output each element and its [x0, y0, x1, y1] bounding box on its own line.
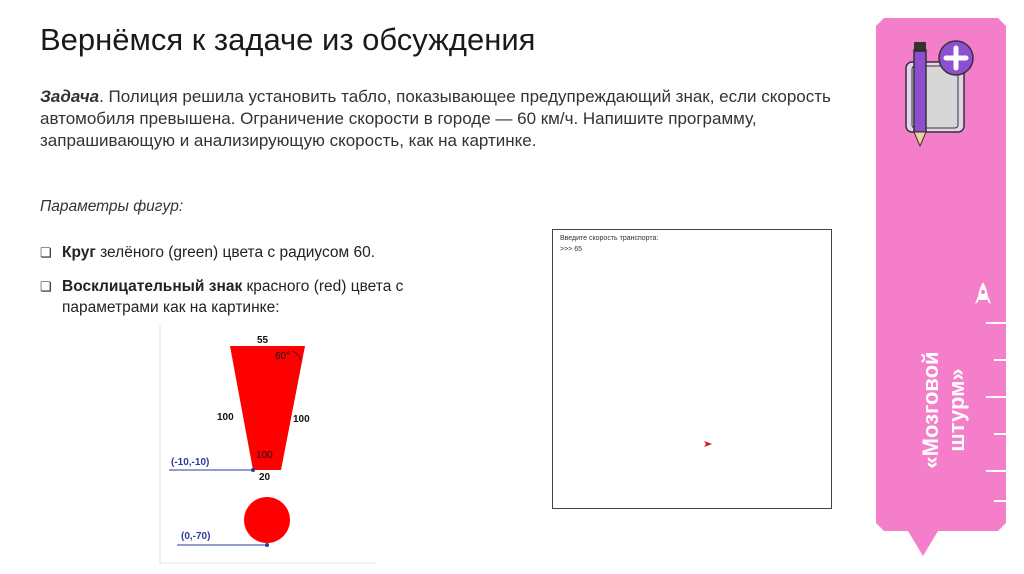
page-title: Вернёмся к задаче из обсуждения [40, 22, 536, 57]
label-bottom-width: 20 [259, 472, 271, 483]
label-coord1: (-10,-10) [171, 457, 210, 468]
brainstorm-label-line1: «Мозговой [918, 351, 943, 469]
label-coord2: (0,-70) [181, 531, 211, 542]
console-input: >>> 65 [560, 246, 582, 253]
bullet-exclamation-text: красного (red) цвета с параметрами как на картинке: [62, 278, 404, 316]
label-bottom-len: 100 [256, 450, 273, 461]
bullet-circle [40, 242, 482, 263]
task-text: . Полиция решила установить табло, показывающее предупреждающий знак, если скорость автомобиля превышена. Ограничение скорости в городе — 60 км/ч. Напишите программу, запрашивающую и анализирующую скорость, как на картинке. [40, 87, 831, 150]
checkbox-bullet-icon: ❏ [40, 245, 52, 260]
console-prompt: Введите скорость транспорта: [560, 235, 659, 242]
bullet-circle-bold: Круг [62, 244, 96, 261]
params-label: Параметры фигур: [40, 198, 184, 215]
exclamation-figure [155, 325, 395, 565]
bullet-exclamation-bold: Восклицательный знак [62, 278, 243, 295]
coord2-point [265, 543, 269, 547]
turtle-cursor-icon [703, 439, 713, 449]
console-window [552, 229, 832, 509]
label-left-side: 100 [217, 412, 234, 423]
coord1-point [251, 468, 255, 472]
label-right-side: 100 [293, 414, 310, 425]
task-description [40, 86, 840, 152]
bullet-exclamation [40, 276, 482, 318]
brainstorm-label [894, 332, 994, 488]
notebook-pencil-icon [906, 41, 973, 146]
label-top: 55 [257, 335, 269, 346]
exclamation-dot [244, 497, 290, 543]
checkbox-bullet-icon: ❏ [40, 279, 52, 294]
bullet-circle-text: зелёного (green) цвета с радиусом 60. [95, 244, 376, 261]
brainstorm-label-line2: штурм» [944, 368, 969, 452]
label-angle: 60° [275, 351, 291, 362]
task-lead: Задача [40, 87, 100, 106]
